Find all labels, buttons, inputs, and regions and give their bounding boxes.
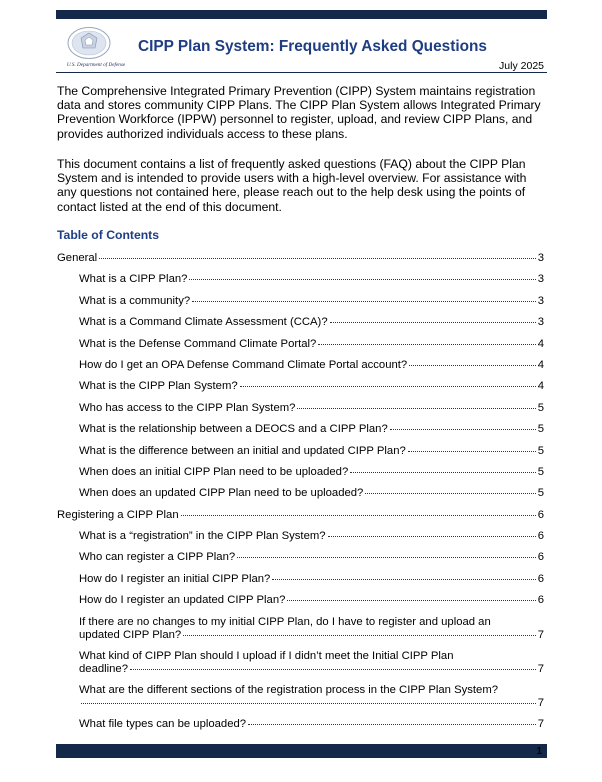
toc-entry[interactable] <box>57 338 544 359</box>
toc-page-number: 5 <box>537 465 544 478</box>
toc-page-number: 4 <box>537 358 544 371</box>
toc-entry[interactable] <box>57 423 544 444</box>
toc-page-number: 6 <box>537 594 544 607</box>
toc-entry[interactable] <box>57 718 544 739</box>
toc-leader <box>390 429 536 430</box>
toc-entry[interactable] <box>57 380 544 401</box>
toc-entry[interactable] <box>57 650 544 676</box>
toc-leader <box>237 557 536 558</box>
toc-leader <box>240 386 536 387</box>
toc-entry-label: General <box>57 252 98 264</box>
toc-page-number: 5 <box>537 487 544 500</box>
toc-entry-label: What kind of CIPP Plan should I upload if I didn’t meet the Initial CIPP Plan <box>79 649 454 662</box>
toc-page-number: 6 <box>537 551 544 564</box>
page-number: 1 <box>536 746 542 757</box>
toc-leader <box>328 536 536 537</box>
toc-page-number: 7 <box>537 628 544 641</box>
toc-entry[interactable] <box>57 445 544 466</box>
toc-entry[interactable] <box>57 273 544 294</box>
header-bar <box>56 10 547 19</box>
toc-leader <box>248 724 536 725</box>
toc-entry-label: How do I get an OPA Defense Command Climate Portal account? <box>79 358 408 371</box>
toc-page-number: 3 <box>537 252 544 264</box>
toc-entry-label: When does an updated CIPP Plan need to be uploaded? <box>79 487 364 500</box>
toc-entry-label: How do I register an initial CIPP Plan? <box>79 572 271 585</box>
toc-page-number: 7 <box>537 662 544 675</box>
toc-page-number: 7 <box>537 718 544 731</box>
toc-entry[interactable] <box>57 295 544 316</box>
toc-entry-label: What is the relationship between a DEOCS and a CIPP Plan? <box>79 423 388 436</box>
toc-page-number: 6 <box>537 572 544 585</box>
toc-leader <box>318 344 535 345</box>
toc-entry-label: Who has access to the CIPP Plan System? <box>79 401 296 414</box>
header-divider <box>56 72 547 73</box>
toc-entry[interactable] <box>57 466 544 487</box>
table-of-contents <box>57 252 544 740</box>
footer-bar <box>56 744 547 758</box>
toc-section-general[interactable] <box>57 252 544 273</box>
toc-page-number: 3 <box>537 316 544 329</box>
toc-entry-label: When does an initial CIPP Plan need to be uploaded? <box>79 465 349 478</box>
toc-entry-label: What file types can be uploaded? <box>79 718 247 731</box>
toc-entry[interactable] <box>57 594 544 615</box>
toc-entry-label: What is a Command Climate Assessment (CCA)? <box>79 316 328 329</box>
toc-entry-label: Registering a CIPP Plan <box>57 508 179 521</box>
department-label: U.S. Department of Defense <box>66 62 126 68</box>
toc-leader <box>181 515 536 516</box>
toc-entry-label: What is the CIPP Plan System? <box>79 380 238 393</box>
toc-entry[interactable] <box>57 402 544 423</box>
toc-entry-label: What is a CIPP Plan? <box>79 273 188 286</box>
toc-heading: Table of Contents <box>57 228 160 242</box>
toc-entry-label-continued: deadline? <box>79 662 128 675</box>
toc-page-number: 6 <box>537 508 544 521</box>
toc-entry[interactable] <box>57 316 544 337</box>
toc-leader <box>183 635 536 636</box>
toc-leader <box>287 600 535 601</box>
toc-leader <box>130 669 536 670</box>
toc-leader <box>297 408 535 409</box>
toc-leader <box>408 451 536 452</box>
toc-entry-label: Who can register a CIPP Plan? <box>79 551 236 564</box>
toc-page-number: 7 <box>537 697 544 710</box>
toc-entry[interactable] <box>57 573 544 594</box>
toc-leader <box>81 703 536 704</box>
toc-leader <box>409 365 536 366</box>
toc-entry[interactable] <box>57 359 544 380</box>
toc-entry[interactable] <box>57 530 544 551</box>
toc-entry-label: What is a “registration” in the CIPP Plan System? <box>79 530 326 543</box>
toc-leader <box>350 472 535 473</box>
toc-page-number: 5 <box>537 444 544 457</box>
toc-page-number: 6 <box>537 530 544 543</box>
toc-leader <box>330 322 536 323</box>
toc-page-number: 5 <box>537 423 544 436</box>
toc-section-registering[interactable] <box>57 509 544 530</box>
toc-entry-label: What are the different sections of the registration process in the CIPP Plan System? <box>79 684 499 697</box>
intro-paragraph: The Comprehensive Integrated Primary Prevention (CIPP) System maintains registration data and stores community CIPP Plans. The CIPP Plan System allows Integrated Primary Prevention Workforce (IPPW) personnel to register, upload, and review CIPP Plans, and provides authorized individuals access to these plans. <box>57 84 541 141</box>
toc-entry[interactable] <box>57 616 544 642</box>
toc-leader <box>272 579 535 580</box>
toc-page-number: 5 <box>537 401 544 414</box>
toc-entry-label: What is the difference between an initial and updated CIPP Plan? <box>79 444 406 457</box>
toc-leader <box>99 258 536 259</box>
toc-leader <box>189 279 535 280</box>
toc-entry-label: If there are no changes to my initial CIPP Plan, do I have to register and upload an <box>79 615 491 628</box>
document-date: July 2025 <box>499 60 544 72</box>
toc-entry-label-continued: updated CIPP Plan? <box>79 628 182 641</box>
page-title: CIPP Plan System: Frequently Asked Questions <box>138 38 487 55</box>
toc-entry[interactable] <box>57 684 544 710</box>
toc-entry-label: How do I register an updated CIPP Plan? <box>79 594 286 607</box>
toc-entry-label: What is a community? <box>79 294 191 307</box>
toc-entry[interactable] <box>57 487 544 508</box>
toc-page-number: 4 <box>537 337 544 350</box>
faq-description-paragraph: This document contains a list of frequently asked questions (FAQ) about the CIPP Plan System and is intended to provide users with a high-level overview. For assistance with any questions not contained here, please reach out to the help desk using the points of contact listed at the end of this document. <box>57 157 527 214</box>
toc-entry[interactable] <box>57 551 544 572</box>
toc-leader <box>192 301 536 302</box>
dod-seal-icon <box>66 26 112 60</box>
toc-page-number: 4 <box>537 380 544 393</box>
toc-page-number: 3 <box>537 273 544 286</box>
toc-page-number: 3 <box>537 294 544 307</box>
toc-entry-label: What is the Defense Command Climate Portal? <box>79 337 317 350</box>
toc-leader <box>365 493 535 494</box>
